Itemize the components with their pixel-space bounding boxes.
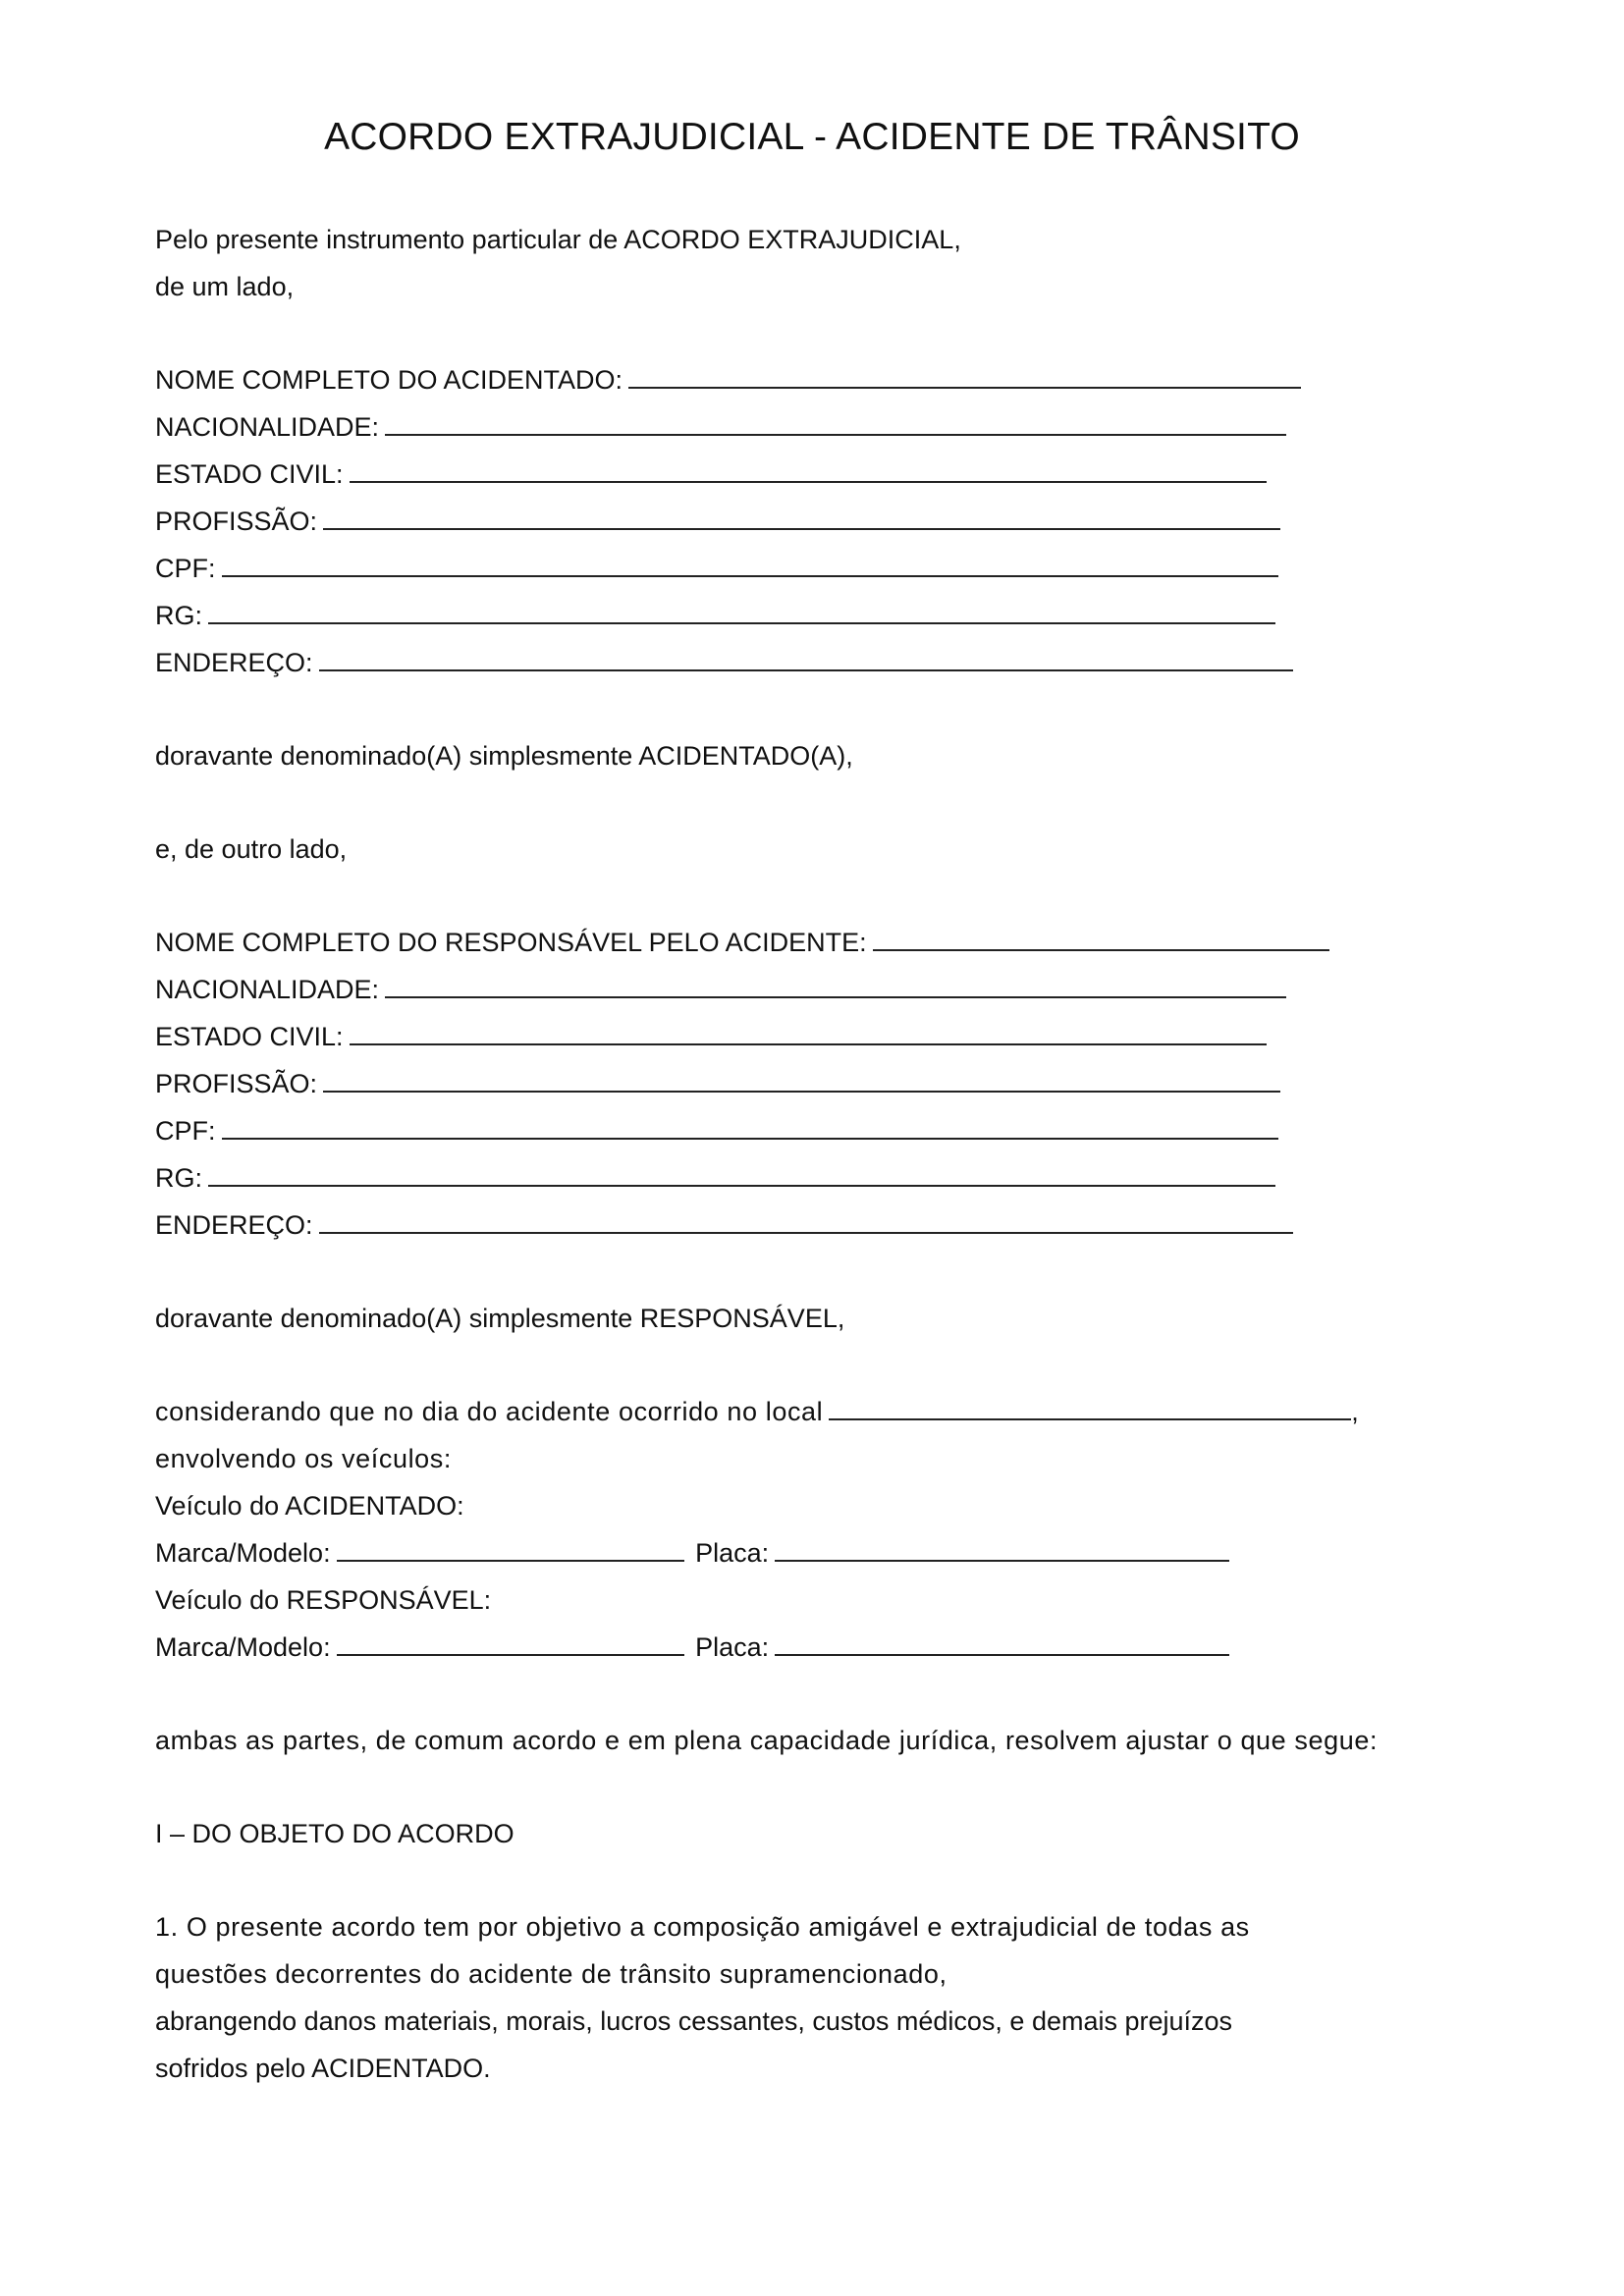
field-label: ENDEREÇO: (155, 1210, 313, 1240)
fill-in-blank[interactable] (385, 404, 1286, 436)
fill-in-blank[interactable] (829, 1389, 1351, 1420)
fill-in-blank[interactable] (319, 1202, 1293, 1234)
party-a-address-field (155, 639, 1471, 686)
vehicle-b-details (155, 1624, 1471, 1671)
party-b-address-field (155, 1201, 1471, 1249)
vehicle-a-details (155, 1529, 1471, 1576)
plate-label: Placa: (695, 1632, 770, 1662)
party-b-cpf-field (155, 1107, 1471, 1154)
party-b-profession-field (155, 1060, 1471, 1107)
party-a-nationality-field (155, 403, 1471, 451)
field-label: ESTADO CIVIL: (155, 1022, 344, 1051)
field-label: NOME COMPLETO DO RESPONSÁVEL PELO ACIDENTE: (155, 928, 867, 957)
section-1-paragraph-line-1: 1. O presente acordo tem por objetivo a composição amigável e extrajudicial de todas as (155, 1912, 1250, 1942)
party-a-marital-status-field (155, 451, 1471, 498)
field-label: NACIONALIDADE: (155, 975, 380, 1004)
field-label: ENDEREÇO: (155, 648, 313, 677)
intro-line-2: de um lado, (155, 272, 295, 301)
party-b-nationality-field (155, 966, 1471, 1013)
party-b-designation: doravante denominado(A) simplesmente RESPONSÁVEL, (155, 1304, 845, 1333)
document-body (155, 216, 1471, 2092)
fill-in-blank[interactable] (350, 1014, 1267, 1045)
vehicle-a-heading: Veículo do ACIDENTADO: (155, 1491, 464, 1521)
fill-in-blank[interactable] (385, 967, 1286, 998)
comma: , (1351, 1397, 1360, 1426)
fill-in-blank[interactable] (775, 1530, 1229, 1562)
field-label: NOME COMPLETO DO ACIDENTADO: (155, 365, 623, 395)
fill-in-blank[interactable] (628, 357, 1301, 389)
fill-in-blank[interactable] (350, 452, 1267, 483)
fill-in-blank[interactable] (319, 640, 1293, 671)
section-1-paragraph-line-3: abrangendo danos materiais, morais, lucros cessantes, custos médicos, e demais prejuízos (155, 2006, 1233, 2036)
field-label: PROFISSÃO: (155, 507, 318, 536)
vehicles-line: envolvendo os veículos: (155, 1444, 452, 1473)
party-b-name-field (155, 919, 1471, 966)
intro-line-1: Pelo presente instrumento particular de ACORDO EXTRAJUDICIAL, (155, 225, 961, 254)
field-label: PROFISSÃO: (155, 1069, 318, 1098)
vehicle-b-heading: Veículo do RESPONSÁVEL: (155, 1585, 492, 1615)
fill-in-blank[interactable] (337, 1530, 684, 1562)
fill-in-blank[interactable] (323, 499, 1280, 530)
model-label: Marca/Modelo: (155, 1632, 331, 1662)
fill-in-blank[interactable] (873, 920, 1329, 951)
field-label: RG: (155, 1163, 203, 1193)
party-a-designation: doravante denominado(A) simplesmente ACIDENTADO(A), (155, 741, 853, 771)
field-label: ESTADO CIVIL: (155, 459, 344, 489)
transition-text: e, de outro lado, (155, 834, 348, 864)
party-b-rg-field (155, 1154, 1471, 1201)
model-label: Marca/Modelo: (155, 1538, 331, 1568)
accident-location-line (155, 1388, 1471, 1435)
section-1-heading: I – DO OBJETO DO ACORDO (155, 1819, 514, 1848)
fill-in-blank[interactable] (208, 1155, 1275, 1187)
agreement-text: ambas as partes, de comum acordo e em plena capacidade jurídica, resolvem ajustar o que segue: (155, 1726, 1379, 1755)
field-label: CPF: (155, 554, 216, 583)
fill-in-blank[interactable] (323, 1061, 1280, 1093)
party-a-rg-field (155, 592, 1471, 639)
party-a-profession-field (155, 498, 1471, 545)
fill-in-blank[interactable] (222, 546, 1278, 577)
field-label: NACIONALIDADE: (155, 412, 380, 442)
section-1-paragraph-line-2: questões decorrentes do acidente de trânsito supramencionado, (155, 1959, 947, 1989)
party-a-cpf-field (155, 545, 1471, 592)
fill-in-blank[interactable] (775, 1625, 1229, 1656)
party-a-name-field (155, 356, 1471, 403)
field-label: RG: (155, 601, 203, 630)
party-b-marital-status-field (155, 1013, 1471, 1060)
location-label: considerando que no dia do acidente ocorrido no local (155, 1397, 824, 1426)
fill-in-blank[interactable] (222, 1108, 1278, 1140)
field-label: CPF: (155, 1116, 216, 1146)
fill-in-blank[interactable] (208, 593, 1275, 624)
document-title: ACORDO EXTRAJUDICIAL - ACIDENTE DE TRÂNSITO (324, 116, 1300, 158)
plate-label: Placa: (695, 1538, 770, 1568)
fill-in-blank[interactable] (337, 1625, 684, 1656)
section-1-paragraph-line-4: sofridos pelo ACIDENTADO. (155, 2054, 491, 2083)
